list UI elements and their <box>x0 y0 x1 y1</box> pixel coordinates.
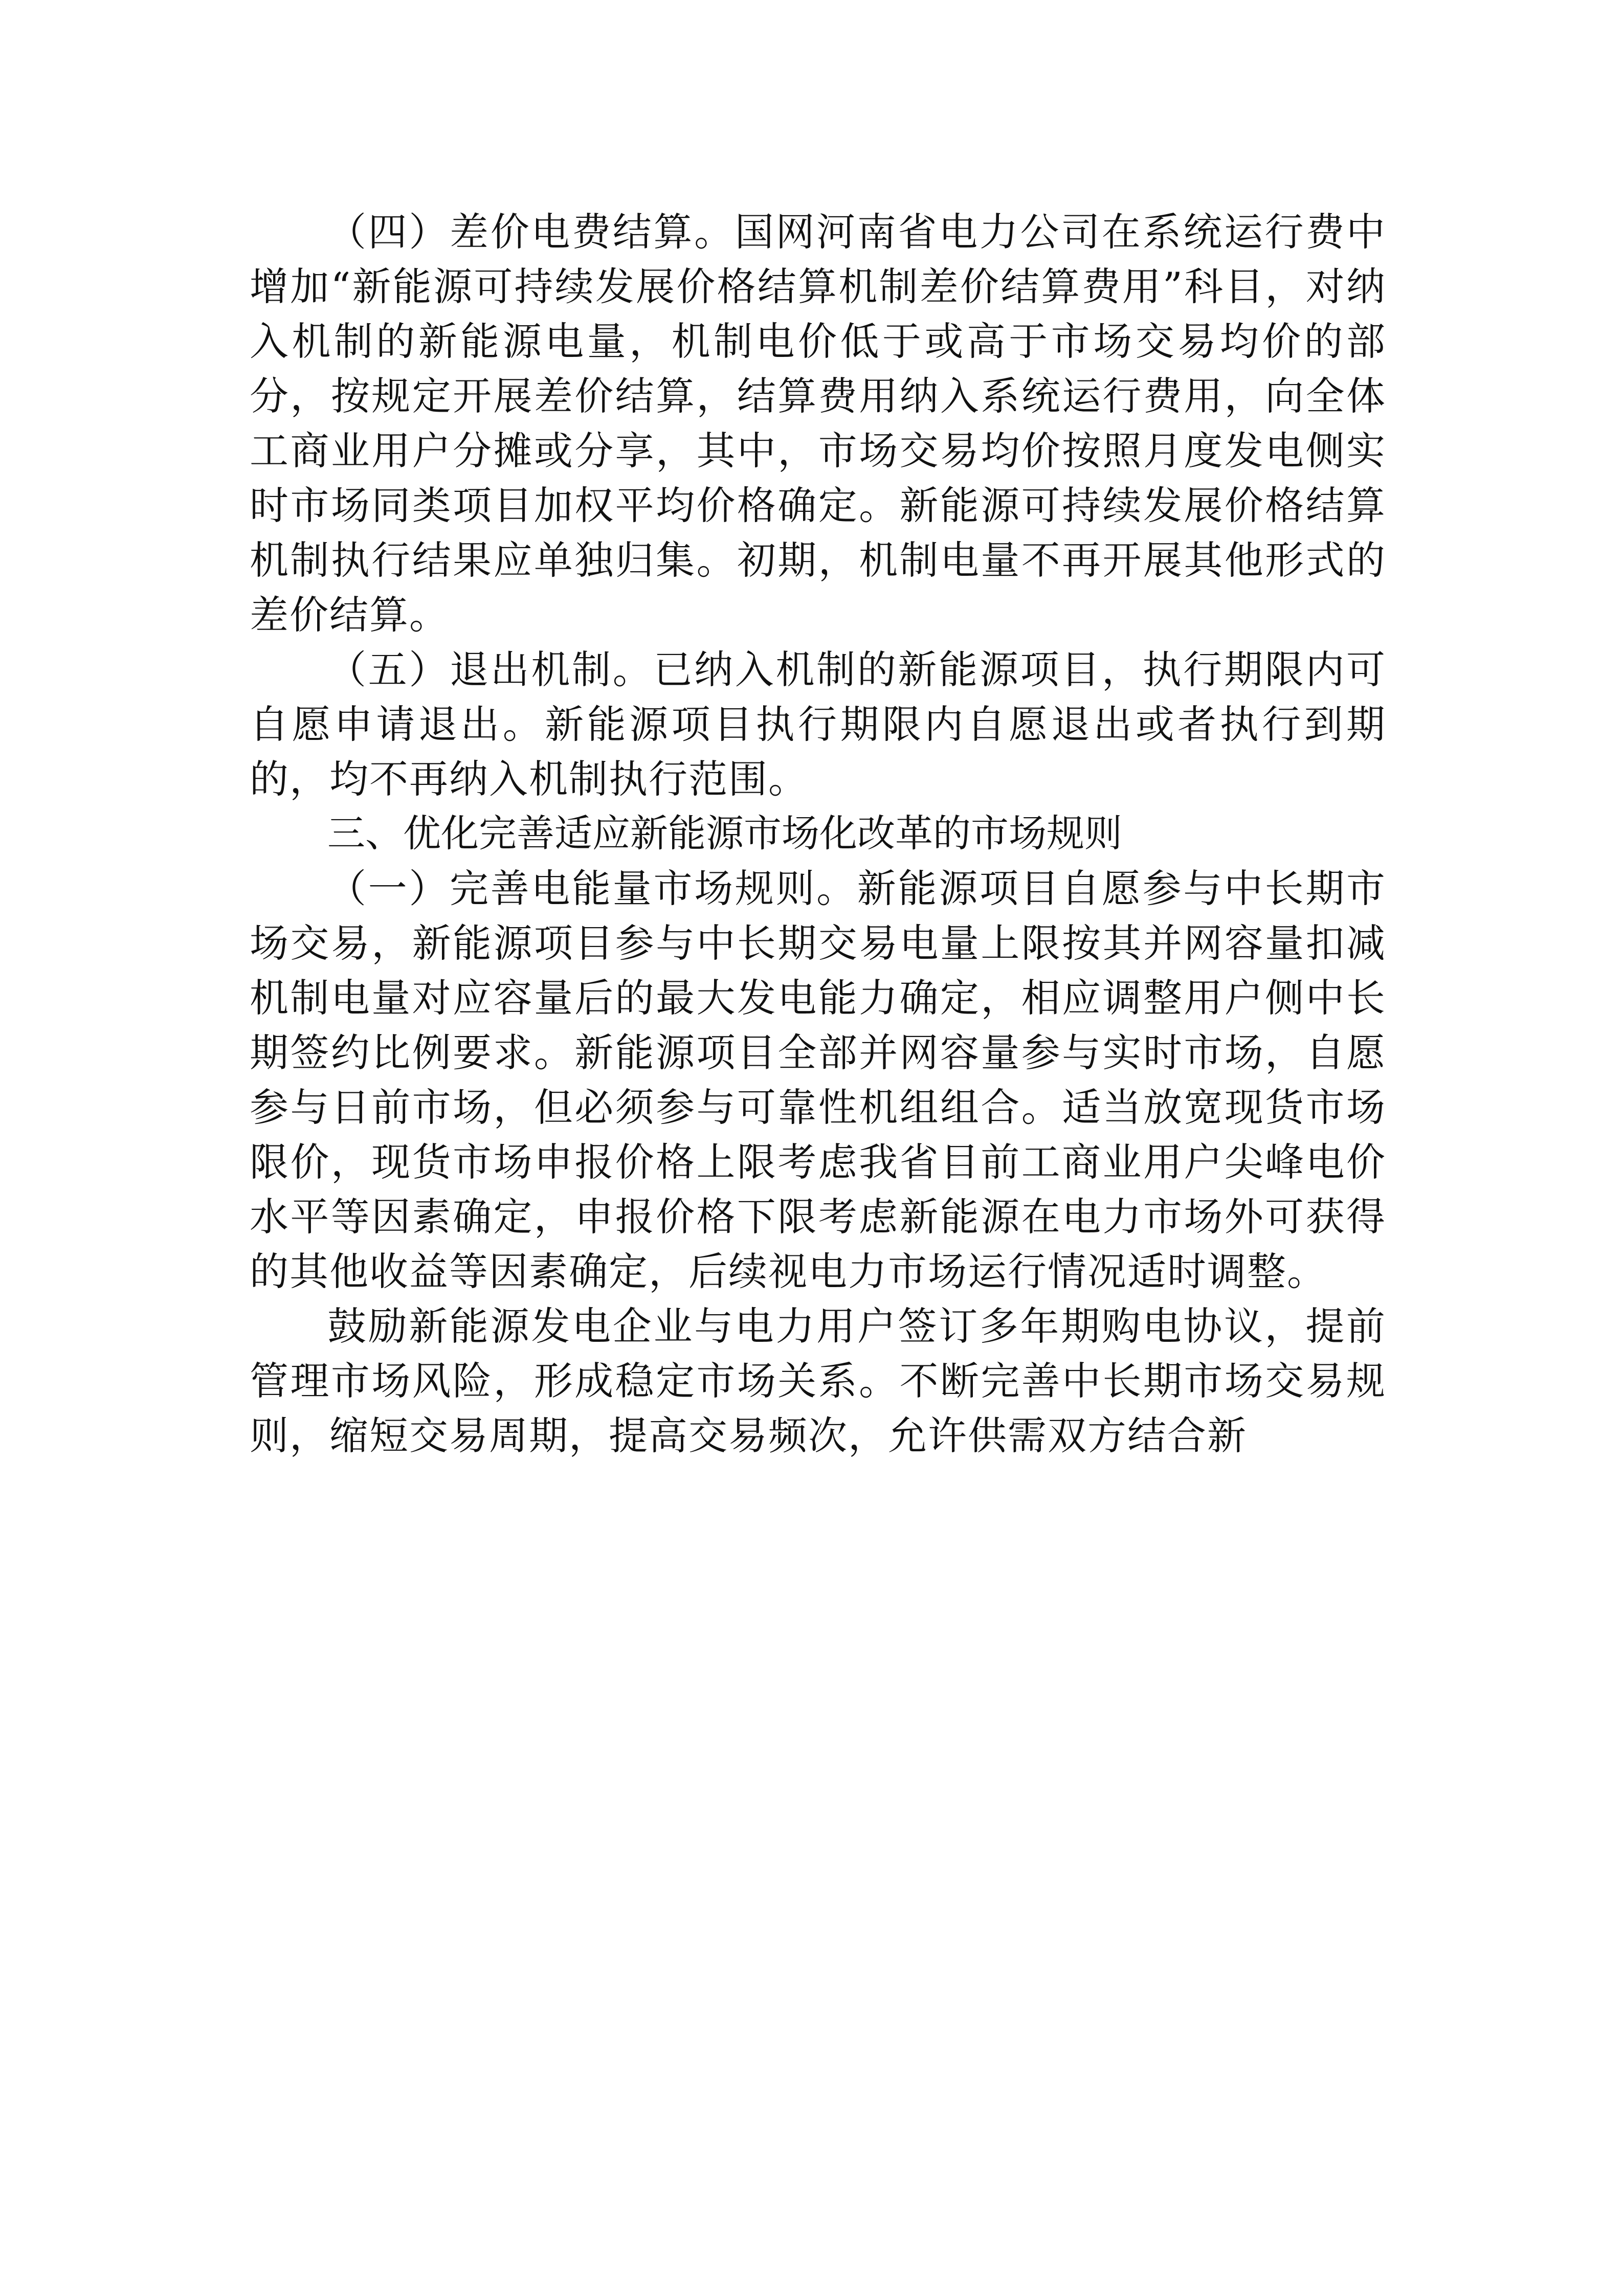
paragraph-energy-market-rules: （一）完善电能量市场规则。新能源项目自愿参与中长期市场交易，新能源项目参与中长期交易电量上限按其并网容量扣减机制电量对应容量后的最大发电能力确定，相应调整用户侧中长期签约比例要求。新能源项目全部并网容量参与实时市场，自愿参与日前市场，但必须参与可靠性机组组合。适当放宽现货市场限价，现货市场申报价格上限考虑我省目前工商业用户尖峰电价水平等因素确定，申报价格下限考虑新能源在电力市场外可获得的其他收益等因素确定，后续视电力市场运行情况适时调整。 <box>250 866 1386 1294</box>
section-heading-market-rules: 三、优化完善适应新能源市场化改革的市场规则 <box>327 812 1122 856</box>
paragraph-difference-settlement: （四）差价电费结算。国网河南省电力公司在系统运行费中增加“新能源可持续发展价格结算机制差价结算费用”科目，对纳入机制的新能源电量，机制电价低于或高于市场交易均价的部分，按规定开展差价结算，结算费用纳入系统运行费用，向全体工商业用户分摊或分享，其中，市场交易均价按照月度发电侧实时市场同类项目加权平均价格确定。新能源可持续发展价格结算机制执行结果应单独归集。初期，机制电量不再开展其他形式的差价结算。 <box>250 209 1386 638</box>
paragraph-long-term-agreements: 鼓励新能源发电企业与电力用户签订多年期购电协议，提前管理市场风险，形成稳定市场关系。不断完善中长期市场交易规则，缩短交易周期，提高交易频次，允许供需双方结合新 <box>250 1303 1386 1458</box>
document-page <box>250 205 1386 1463</box>
paragraph-exit-mechanism: （五）退出机制。已纳入机制的新能源项目，执行期限内可自愿申请退出。新能源项目执行期限内自愿退出或者执行到期的，均不再纳入机制执行范围。 <box>250 647 1386 802</box>
